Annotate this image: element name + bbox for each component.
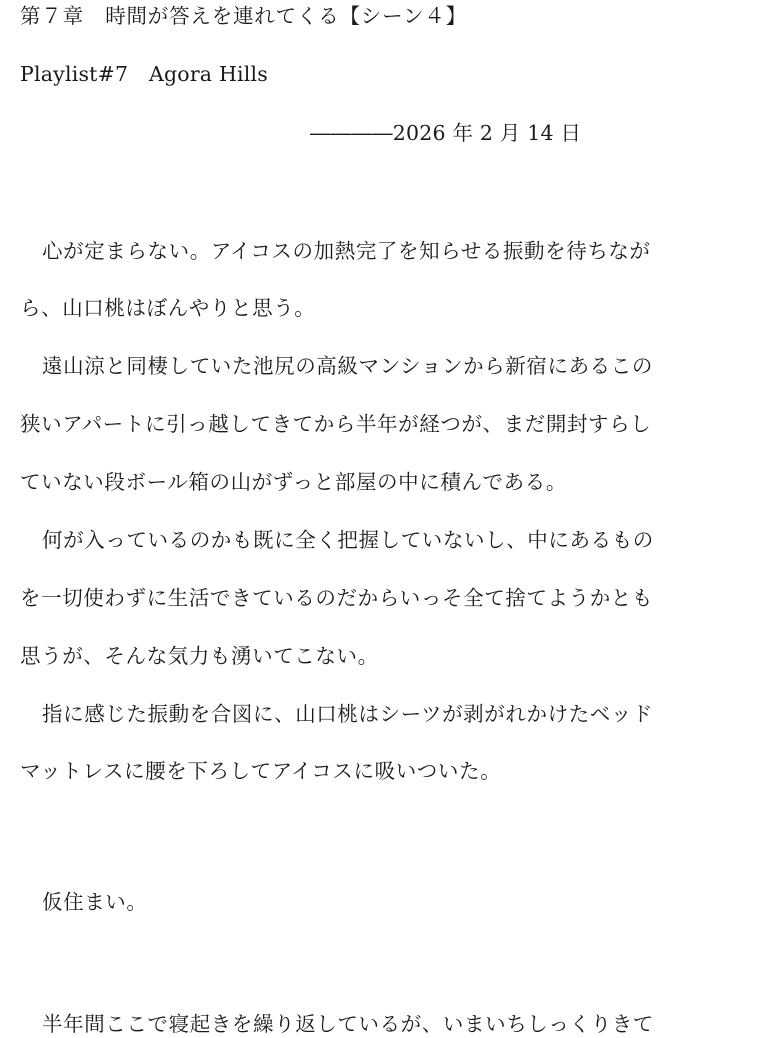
body-line: ていない段ボール箱の山がずっと部屋の中に積んである。 — [20, 470, 567, 494]
body-line: 半年間ここで寝起きを繰り返しているが、いまいちしっくりきて — [42, 1012, 654, 1036]
body-line: 狭いアパートに引っ越してきてから半年が経つが、まだ開封すらし — [20, 412, 652, 436]
body-line: 何が入っているのかも既に全く把握していないし、中にあるもの — [42, 528, 654, 552]
body-line: マットレスに腰を下ろしてアイコスに吸いついた。 — [20, 759, 502, 783]
body-line: 指に感じた振動を合図に、山口桃はシーツが剥がれかけたベッド — [42, 702, 654, 726]
body-line: を一切使わずに生活できているのだからいっそ全て捨てようかとも — [20, 586, 653, 610]
date-line: ――――2026 年 2 月 14 日 — [310, 121, 582, 145]
body-line: 思うが、そんな気力も湧いてこない。 — [20, 644, 379, 668]
playlist-line: Playlist#7 Agora Hills — [20, 62, 269, 86]
body-line: ら、山口桃はぼんやりと思う。 — [20, 296, 316, 320]
body-line: 心が定まらない。アイコスの加熱完了を知らせる振動を待ちなが — [42, 239, 651, 263]
body-line: 仮住まい。 — [42, 890, 148, 914]
chapter-heading: 第７章 時間が答えを連れてくる【シーン４】 — [20, 4, 467, 28]
body-line: 遠山涼と同棲していた池尻の高級マンションから新宿にあるこの — [42, 354, 653, 378]
